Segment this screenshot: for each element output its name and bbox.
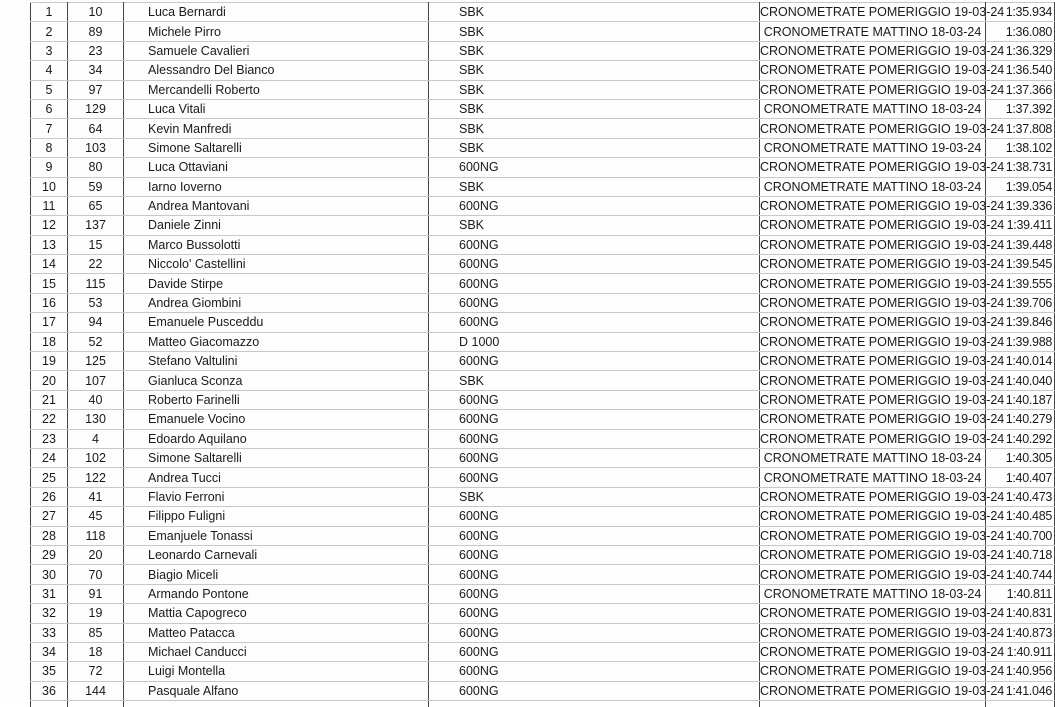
rider-name-cell: Michele Pirro (124, 22, 429, 41)
rider-name-cell: Andrea Giombini (124, 293, 429, 312)
session-cell: CRONOMETRATE POMERIGGIO 19-03-24 (760, 487, 986, 506)
class-cell: SBK (429, 119, 760, 138)
rider-name-cell: Pasquale Alfano (124, 681, 429, 700)
rider-number-cell: 64 (68, 119, 124, 138)
position-cell: 28 (31, 526, 68, 545)
session-cell: CRONOMETRATE POMERIGGIO 19-03-24 (760, 158, 986, 177)
table-row (31, 3, 1055, 22)
class-cell: 600NG (429, 429, 760, 448)
class-cell: SBK (429, 80, 760, 99)
rider-name-cell: Mercandelli Roberto (124, 80, 429, 99)
session-cell: CRONOMETRATE POMERIGGIO 19-03-24 (760, 313, 986, 332)
session-cell: CRONOMETRATE MATTINO 18-03-24 (760, 448, 986, 467)
table-row (31, 196, 1055, 215)
session-cell: CRONOMETRATE POMERIGGIO 19-03-24 (760, 604, 986, 623)
rider-number-cell: 80 (68, 158, 124, 177)
session-cell: CRONOMETRATE MATTINO 18-03-24 (760, 22, 986, 41)
rider-number-cell: 15 (68, 235, 124, 254)
rider-number-cell: 103 (68, 138, 124, 157)
rider-name-cell (124, 701, 429, 707)
table-row (31, 545, 1055, 564)
rider-number-cell: 94 (68, 313, 124, 332)
session-cell: CRONOMETRATE POMERIGGIO 19-03-24 (760, 216, 986, 235)
position-cell: 24 (31, 448, 68, 467)
position-cell: 26 (31, 487, 68, 506)
rider-number-cell: 118 (68, 526, 124, 545)
position-cell: 31 (31, 584, 68, 603)
position-cell: 22 (31, 410, 68, 429)
class-cell: 600NG (429, 448, 760, 467)
lap-time-cell: 1:39.448 (986, 235, 1055, 254)
table-row (31, 61, 1055, 80)
class-cell: 600NG (429, 235, 760, 254)
class-cell: 600NG (429, 352, 760, 371)
table-row (31, 584, 1055, 603)
table-row (31, 158, 1055, 177)
table-row (31, 352, 1055, 371)
class-cell: 600NG (429, 545, 760, 564)
table-row (31, 138, 1055, 157)
rider-name-cell: Iarno Ioverno (124, 177, 429, 196)
lap-time-cell: 1:40.305 (986, 448, 1055, 467)
rider-number-cell: 41 (68, 487, 124, 506)
session-cell: CRONOMETRATE POMERIGGIO 19-03-24 (760, 80, 986, 99)
position-cell: 29 (31, 545, 68, 564)
position-cell: 14 (31, 255, 68, 274)
rider-number-cell (68, 701, 124, 707)
class-cell: SBK (429, 22, 760, 41)
rider-name-cell: Kevin Manfredi (124, 119, 429, 138)
rider-name-cell: Matteo Giacomazzo (124, 332, 429, 351)
table-row (31, 332, 1055, 351)
lap-time-cell: 1:40.873 (986, 623, 1055, 642)
rider-name-cell: Mattia Capogreco (124, 604, 429, 623)
position-cell: 34 (31, 642, 68, 661)
position-cell: 5 (31, 80, 68, 99)
position-cell: 32 (31, 604, 68, 623)
table-row (31, 623, 1055, 642)
table-row (31, 662, 1055, 681)
lap-time-cell: 1:40.292 (986, 429, 1055, 448)
class-cell (429, 701, 760, 707)
rider-name-cell: Luca Vitali (124, 99, 429, 118)
table-row (31, 526, 1055, 545)
rider-name-cell: Emanuele Vocino (124, 410, 429, 429)
position-cell (31, 701, 68, 707)
table-row (31, 119, 1055, 138)
position-cell: 16 (31, 293, 68, 312)
rider-number-cell: 40 (68, 390, 124, 409)
rider-name-cell: Stefano Valtulini (124, 352, 429, 371)
table-row (31, 235, 1055, 254)
table-row (31, 41, 1055, 60)
table-row (31, 313, 1055, 332)
rider-name-cell: Michael Canducci (124, 642, 429, 661)
rider-number-cell: 18 (68, 642, 124, 661)
rider-number-cell: 129 (68, 99, 124, 118)
session-cell: CRONOMETRATE POMERIGGIO 19-03-24 (760, 41, 986, 60)
rider-name-cell: Luca Ottaviani (124, 158, 429, 177)
session-cell: CRONOMETRATE MATTINO 18-03-24 (760, 584, 986, 603)
lap-times-body (31, 3, 1055, 707)
session-cell: CRONOMETRATE POMERIGGIO 19-03-24 (760, 119, 986, 138)
lap-time-cell: 1:39.054 (986, 177, 1055, 196)
rider-name-cell: Niccolo' Castellini (124, 255, 429, 274)
position-cell: 20 (31, 371, 68, 390)
class-cell: 600NG (429, 410, 760, 429)
class-cell: SBK (429, 41, 760, 60)
session-cell: CRONOMETRATE MATTINO 18-03-24 (760, 468, 986, 487)
class-cell: SBK (429, 138, 760, 157)
lap-time-cell (986, 701, 1055, 707)
lap-time-cell: 1:36.540 (986, 61, 1055, 80)
position-cell: 15 (31, 274, 68, 293)
rider-number-cell: 4 (68, 429, 124, 448)
rider-number-cell: 52 (68, 332, 124, 351)
position-cell: 23 (31, 429, 68, 448)
lap-time-cell: 1:40.485 (986, 507, 1055, 526)
rider-name-cell: Emanjuele Tonassi (124, 526, 429, 545)
lap-time-cell: 1:36.329 (986, 41, 1055, 60)
rider-number-cell: 97 (68, 80, 124, 99)
lap-time-cell: 1:39.411 (986, 216, 1055, 235)
session-cell: CRONOMETRATE POMERIGGIO 19-03-24 (760, 332, 986, 351)
session-cell: CRONOMETRATE POMERIGGIO 19-03-24 (760, 410, 986, 429)
class-cell: 600NG (429, 642, 760, 661)
rider-name-cell: Simone Saltarelli (124, 448, 429, 467)
class-cell: 600NG (429, 293, 760, 312)
class-cell: 600NG (429, 623, 760, 642)
lap-time-cell: 1:39.545 (986, 255, 1055, 274)
rider-name-cell: Simone Saltarelli (124, 138, 429, 157)
position-cell: 36 (31, 681, 68, 700)
lap-time-cell: 1:40.831 (986, 604, 1055, 623)
session-cell: CRONOMETRATE POMERIGGIO 19-03-24 (760, 507, 986, 526)
table-row (31, 177, 1055, 196)
lap-time-cell: 1:40.040 (986, 371, 1055, 390)
position-cell: 35 (31, 662, 68, 681)
position-cell: 8 (31, 138, 68, 157)
rider-name-cell: Biagio Miceli (124, 565, 429, 584)
lap-time-cell: 1:40.911 (986, 642, 1055, 661)
class-cell: SBK (429, 216, 760, 235)
session-cell: CRONOMETRATE POMERIGGIO 19-03-24 (760, 429, 986, 448)
position-cell: 13 (31, 235, 68, 254)
rider-number-cell: 107 (68, 371, 124, 390)
rider-number-cell: 130 (68, 410, 124, 429)
table-row (31, 80, 1055, 99)
class-cell: SBK (429, 371, 760, 390)
table-row (31, 274, 1055, 293)
position-cell: 25 (31, 468, 68, 487)
position-cell: 1 (31, 3, 68, 22)
rider-name-cell: Andrea Tucci (124, 468, 429, 487)
table-row (31, 22, 1055, 41)
session-cell: CRONOMETRATE POMERIGGIO 19-03-24 (760, 235, 986, 254)
rider-number-cell: 59 (68, 177, 124, 196)
lap-time-cell: 1:41.046 (986, 681, 1055, 700)
lap-time-cell: 1:37.392 (986, 99, 1055, 118)
rider-number-cell: 125 (68, 352, 124, 371)
lap-time-cell: 1:39.988 (986, 332, 1055, 351)
table-row (31, 565, 1055, 584)
session-cell: CRONOMETRATE POMERIGGIO 19-03-24 (760, 526, 986, 545)
session-cell: CRONOMETRATE MATTINO 18-03-24 (760, 177, 986, 196)
session-cell: CRONOMETRATE POMERIGGIO 19-03-24 (760, 662, 986, 681)
lap-time-cell: 1:38.731 (986, 158, 1055, 177)
lap-time-cell: 1:39.336 (986, 196, 1055, 215)
table-row (31, 371, 1055, 390)
class-cell: SBK (429, 61, 760, 80)
table-row (31, 216, 1055, 235)
table-row-partial (31, 701, 1055, 707)
rider-number-cell: 115 (68, 274, 124, 293)
table-row (31, 99, 1055, 118)
class-cell: SBK (429, 177, 760, 196)
rider-number-cell: 144 (68, 681, 124, 700)
position-cell: 19 (31, 352, 68, 371)
position-cell: 7 (31, 119, 68, 138)
rider-number-cell: 10 (68, 3, 124, 22)
rider-name-cell: Armando Pontone (124, 584, 429, 603)
lap-time-cell: 1:40.187 (986, 390, 1055, 409)
session-cell: CRONOMETRATE POMERIGGIO 19-03-24 (760, 255, 986, 274)
rider-name-cell: Gianluca Sconza (124, 371, 429, 390)
rider-name-cell: Andrea Mantovani (124, 196, 429, 215)
table-row (31, 410, 1055, 429)
rider-name-cell: Marco Bussolotti (124, 235, 429, 254)
rider-name-cell: Filippo Fuligni (124, 507, 429, 526)
rider-number-cell: 23 (68, 41, 124, 60)
session-cell: CRONOMETRATE POMERIGGIO 19-03-24 (760, 196, 986, 215)
lap-time-cell: 1:39.555 (986, 274, 1055, 293)
class-cell: 600NG (429, 274, 760, 293)
lap-time-cell: 1:40.718 (986, 545, 1055, 564)
class-cell: 600NG (429, 681, 760, 700)
class-cell: 600NG (429, 507, 760, 526)
lap-time-cell: 1:37.808 (986, 119, 1055, 138)
rider-name-cell: Roberto Farinelli (124, 390, 429, 409)
rider-number-cell: 85 (68, 623, 124, 642)
rider-number-cell: 70 (68, 565, 124, 584)
lap-time-cell: 1:40.811 (986, 584, 1055, 603)
rider-number-cell: 53 (68, 293, 124, 312)
table-row (31, 390, 1055, 409)
rider-number-cell: 122 (68, 468, 124, 487)
session-cell (760, 701, 986, 707)
rider-number-cell: 19 (68, 604, 124, 623)
session-cell: CRONOMETRATE POMERIGGIO 19-03-24 (760, 352, 986, 371)
position-cell: 2 (31, 22, 68, 41)
lap-time-cell: 1:40.407 (986, 468, 1055, 487)
lap-time-cell: 1:40.700 (986, 526, 1055, 545)
lap-time-cell: 1:40.956 (986, 662, 1055, 681)
lap-time-cell: 1:40.473 (986, 487, 1055, 506)
table-row (31, 293, 1055, 312)
class-cell: 600NG (429, 313, 760, 332)
lap-time-cell: 1:38.102 (986, 138, 1055, 157)
position-cell: 27 (31, 507, 68, 526)
class-cell: 600NG (429, 158, 760, 177)
class-cell: 600NG (429, 468, 760, 487)
session-cell: CRONOMETRATE POMERIGGIO 19-03-24 (760, 3, 986, 22)
table-row (31, 642, 1055, 661)
class-cell: D 1000 (429, 332, 760, 351)
position-cell: 17 (31, 313, 68, 332)
rider-number-cell: 102 (68, 448, 124, 467)
class-cell: SBK (429, 99, 760, 118)
class-cell: 600NG (429, 584, 760, 603)
rider-name-cell: Luigi Montella (124, 662, 429, 681)
position-cell: 9 (31, 158, 68, 177)
lap-time-cell: 1:40.279 (986, 410, 1055, 429)
session-cell: CRONOMETRATE POMERIGGIO 19-03-24 (760, 623, 986, 642)
lap-time-cell: 1:36.080 (986, 22, 1055, 41)
session-cell: CRONOMETRATE MATTINO 18-03-24 (760, 99, 986, 118)
class-cell: 600NG (429, 526, 760, 545)
rider-name-cell: Edoardo Aquilano (124, 429, 429, 448)
session-cell: CRONOMETRATE POMERIGGIO 19-03-24 (760, 565, 986, 584)
position-cell: 11 (31, 196, 68, 215)
session-cell: CRONOMETRATE POMERIGGIO 19-03-24 (760, 681, 986, 700)
class-cell: 600NG (429, 662, 760, 681)
position-cell: 3 (31, 41, 68, 60)
rider-name-cell: Emanuele Pusceddu (124, 313, 429, 332)
position-cell: 6 (31, 99, 68, 118)
rider-name-cell: Alessandro Del Bianco (124, 61, 429, 80)
lap-times-table (30, 2, 1055, 707)
lap-time-cell: 1:39.846 (986, 313, 1055, 332)
lap-time-cell: 1:37.366 (986, 80, 1055, 99)
position-cell: 4 (31, 61, 68, 80)
lap-time-cell: 1:40.744 (986, 565, 1055, 584)
rider-number-cell: 34 (68, 61, 124, 80)
session-cell: CRONOMETRATE POMERIGGIO 19-03-24 (760, 61, 986, 80)
table-row (31, 448, 1055, 467)
lap-time-cell: 1:35.934 (986, 3, 1055, 22)
rider-number-cell: 45 (68, 507, 124, 526)
position-cell: 21 (31, 390, 68, 409)
rider-number-cell: 89 (68, 22, 124, 41)
lap-time-cell: 1:39.706 (986, 293, 1055, 312)
rider-number-cell: 72 (68, 662, 124, 681)
position-cell: 18 (31, 332, 68, 351)
rider-number-cell: 20 (68, 545, 124, 564)
class-cell: 600NG (429, 604, 760, 623)
session-cell: CRONOMETRATE POMERIGGIO 19-03-24 (760, 274, 986, 293)
class-cell: 600NG (429, 565, 760, 584)
rider-name-cell: Matteo Patacca (124, 623, 429, 642)
rider-name-cell: Samuele Cavalieri (124, 41, 429, 60)
position-cell: 33 (31, 623, 68, 642)
class-cell: SBK (429, 3, 760, 22)
session-cell: CRONOMETRATE POMERIGGIO 19-03-24 (760, 371, 986, 390)
session-cell: CRONOMETRATE POMERIGGIO 19-03-24 (760, 390, 986, 409)
table-row (31, 487, 1055, 506)
position-cell: 12 (31, 216, 68, 235)
class-cell: 600NG (429, 390, 760, 409)
class-cell: 600NG (429, 255, 760, 274)
lap-time-cell: 1:40.014 (986, 352, 1055, 371)
rider-name-cell: Flavio Ferroni (124, 487, 429, 506)
table-row (31, 604, 1055, 623)
table-row (31, 507, 1055, 526)
rider-name-cell: Davide Stirpe (124, 274, 429, 293)
table-row (31, 468, 1055, 487)
rider-number-cell: 22 (68, 255, 124, 274)
rider-number-cell: 91 (68, 584, 124, 603)
class-cell: SBK (429, 487, 760, 506)
session-cell: CRONOMETRATE POMERIGGIO 19-03-24 (760, 642, 986, 661)
class-cell: 600NG (429, 196, 760, 215)
rider-number-cell: 137 (68, 216, 124, 235)
session-cell: CRONOMETRATE POMERIGGIO 19-03-24 (760, 545, 986, 564)
rider-number-cell: 65 (68, 196, 124, 215)
rider-name-cell: Leonardo Carnevali (124, 545, 429, 564)
table-row (31, 429, 1055, 448)
rider-name-cell: Daniele Zinni (124, 216, 429, 235)
session-cell: CRONOMETRATE POMERIGGIO 19-03-24 (760, 293, 986, 312)
session-cell: CRONOMETRATE MATTINO 19-03-24 (760, 138, 986, 157)
position-cell: 30 (31, 565, 68, 584)
rider-name-cell: Luca Bernardi (124, 3, 429, 22)
position-cell: 10 (31, 177, 68, 196)
table-row (31, 681, 1055, 700)
table-row (31, 255, 1055, 274)
